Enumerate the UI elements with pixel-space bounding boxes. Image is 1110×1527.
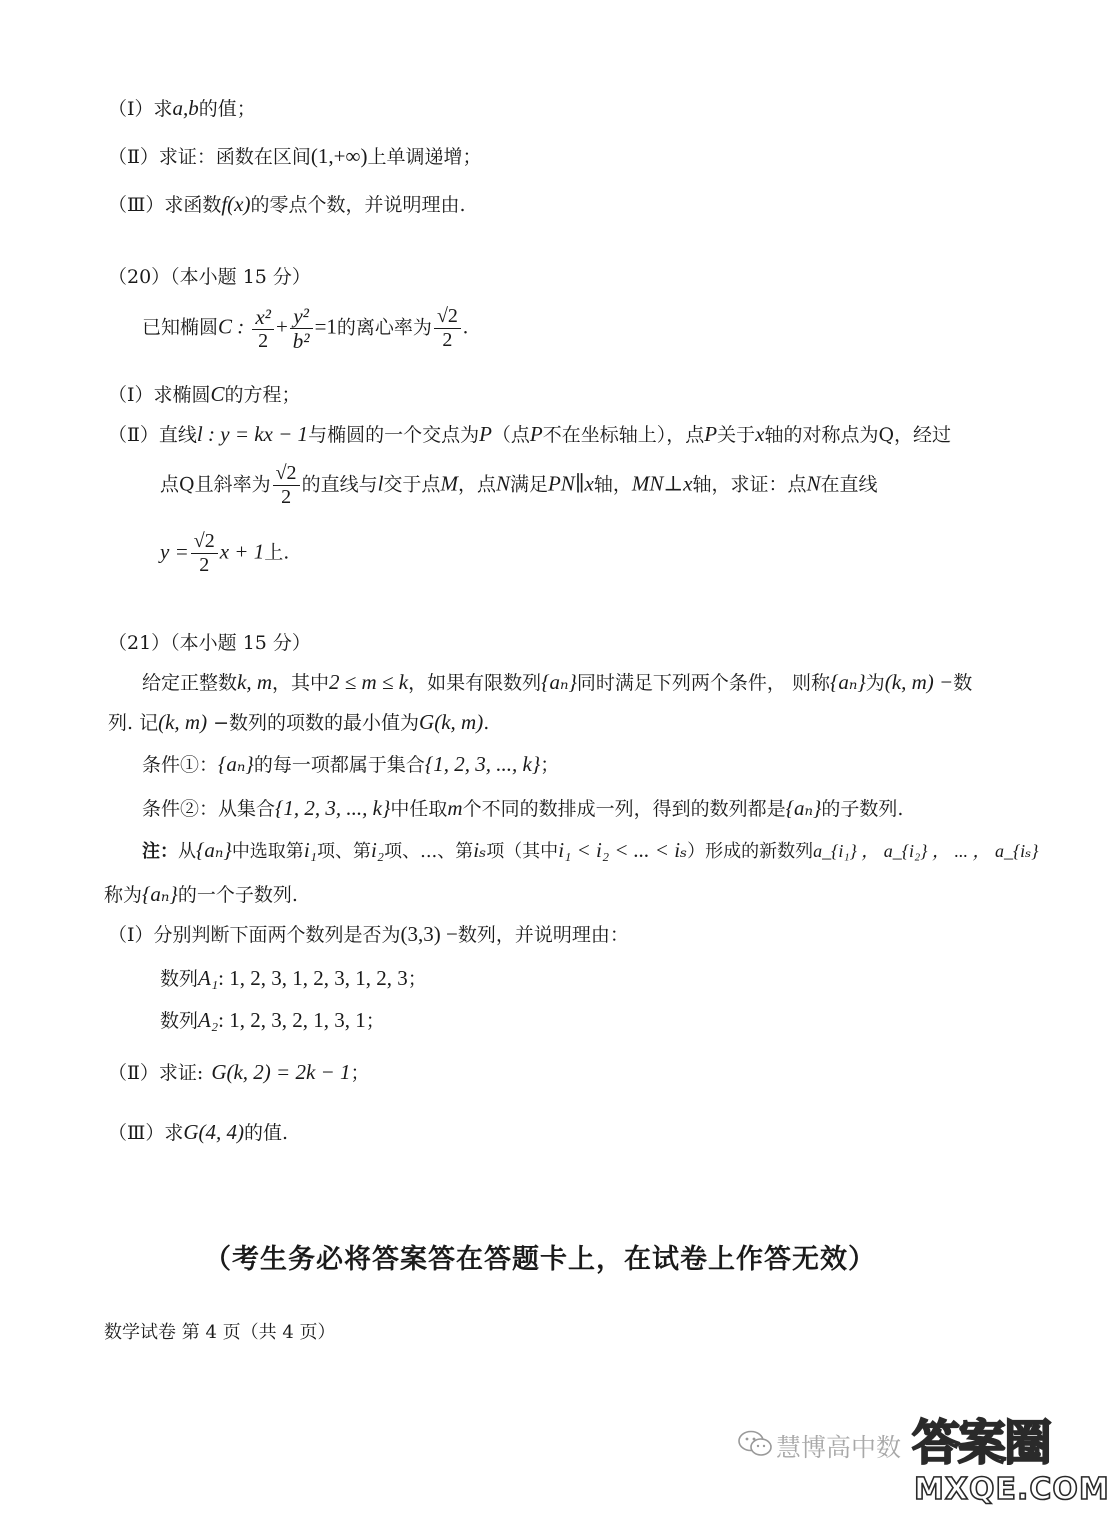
q21-note-b: 中选取第 [231, 841, 304, 862]
q21-a1-end: ； [407, 968, 427, 990]
q21-s1-a: 给定正整数 [142, 672, 238, 694]
q21-sequence-A2 [160, 1008, 385, 1033]
q21-note2-b: 的一个子数列. [177, 884, 298, 906]
q21-c2-set: {1, 2, 3, ..., k} [275, 796, 391, 820]
q20-part1-C: C [210, 382, 225, 406]
q21-part3 [108, 1120, 288, 1145]
q20-p2-g: 点Q且斜率为 [160, 473, 271, 496]
q20-perp: ⊥ [663, 471, 684, 496]
q19-part1 [108, 96, 256, 121]
q21-p3-G: G(4, 4) [183, 1120, 244, 1144]
q21-note-d: 项、...、第 [384, 841, 474, 862]
q20-part1-tail: 的方程； [224, 384, 301, 406]
q20-p2-MN: MN [631, 471, 664, 496]
q20-p2-i: 交于点 [383, 473, 441, 496]
q20-line-l: l : y = kx − 1 [196, 422, 309, 446]
q21-note-a: 从 [178, 841, 196, 862]
q21-s1-an2: {aₙ} [829, 670, 866, 694]
q21-a1-name: A₁ [198, 966, 219, 990]
q20-p2-M: M [440, 471, 458, 496]
q19-part3-head: （Ⅲ）求函数 [108, 194, 222, 216]
q21-note-i1: i₁ [303, 838, 317, 862]
q20-line-num: √2 [191, 530, 218, 554]
q20-p2-P: P [479, 422, 492, 446]
q20-stem-end: . [462, 314, 469, 339]
q19-part1-tail: 的值； [198, 98, 256, 120]
q19-part3-tail: 的零点个数，并说明理由. [250, 194, 466, 216]
q21-note [142, 838, 1038, 863]
q20-p2-x2: x [584, 471, 594, 496]
q20-slope-den: 2 [281, 486, 292, 508]
q20-p2-l: l [377, 471, 384, 496]
q20-slope-num: √2 [273, 462, 300, 486]
q19-part2-tail: 上单调递增； [367, 146, 482, 168]
q20-part2-line3 [160, 530, 289, 577]
answer-logo-url: MXQE.COM [914, 1472, 1110, 1507]
q21-note-label: 注： [142, 841, 178, 862]
q20-ellipse-C: C : [218, 314, 245, 339]
q21-note-ineq: i₁ < i₂ < ... < iₛ [558, 838, 688, 862]
q20-stem [142, 304, 468, 353]
q20-part1 [108, 382, 301, 407]
q21-note-e: 项（其中 [486, 841, 559, 862]
q21-s1-c: ，如果有限数列 [408, 672, 542, 694]
q19-part2 [108, 144, 482, 169]
q20-frac-x2-num: x² [252, 305, 274, 330]
q20-frac-y2-num: y² [290, 304, 313, 329]
q21-s2-a: 列. 记 [108, 712, 159, 734]
q21-stem-line1 [142, 670, 972, 695]
q21-note2-a: 称为 [104, 884, 143, 906]
q20-frac-y2 [290, 304, 313, 353]
q21-note-is: iₛ [473, 838, 487, 862]
q20-stem-head: 已知椭圆 [142, 316, 219, 339]
q21-note-seq: a_{i₁} ， a_{i₂} ， ... ， a_{iₛ} [813, 841, 1039, 861]
q21-a1-vals: : 1, 2, 3, 1, 2, 3, 1, 2, 3 [218, 966, 408, 990]
q19-part1-vars: a,b [172, 96, 199, 120]
q20-header: （20）（本小题 15 分） [108, 266, 311, 288]
q21-p2-a: （Ⅱ）求证: [108, 1062, 204, 1084]
q20-plus: + [275, 314, 288, 339]
q21-s2-km: (k, m) [158, 710, 208, 734]
answer-logo-text: 答案圈 [912, 1415, 1051, 1471]
q20-p2-b: 与椭圆的一个交点为 [308, 424, 480, 446]
page-footer: 数学试卷 第 4 页（共 4 页） [104, 1322, 336, 1343]
q20-p2-N: N [495, 471, 510, 496]
q20-frac-x2 [252, 305, 274, 353]
q21-note-c: 项、第 [316, 841, 371, 862]
q21-c1-b: 的每一项都属于集合 [253, 754, 425, 776]
q21-part2 [108, 1060, 369, 1085]
q21-p2-eq: G(k, 2) = 2k − 1 [211, 1060, 351, 1084]
q21-c1-an: {aₙ} [218, 752, 254, 776]
q21-s1-km2: (k, m) − [884, 670, 954, 694]
q20-line-y: y = [160, 539, 189, 564]
q20-p2-P2: P [529, 422, 543, 446]
q20-p2-o: 在直线 [820, 473, 878, 496]
q21-part1 [108, 922, 629, 947]
q21-c1-c: ； [540, 754, 560, 776]
q21-c2-c: 个不同的数排成一列，得到的数列都是 [462, 798, 786, 820]
q21-c2-m: m [447, 796, 463, 820]
q19-part3-func: f(x) [221, 192, 251, 216]
q21-p3-a: （Ⅲ）求 [108, 1122, 184, 1144]
answer-logo [912, 1400, 1110, 1527]
q19-part1-label: （Ⅰ）求 [108, 98, 173, 120]
q20-p2-j: ，点 [457, 473, 496, 496]
q21-s1-b: ，其中 [272, 672, 330, 694]
q20-slope-frac [273, 462, 300, 509]
q20-p2-m: 轴， [593, 473, 632, 496]
q21-s1-e: 为 [865, 672, 885, 694]
q21-a2-label: 数列 [160, 1010, 199, 1032]
q21-a2-end: ； [365, 1010, 385, 1032]
q21-condition2 [142, 796, 903, 821]
q20-frac-x2-den: 2 [258, 329, 269, 352]
q19-part3 [108, 192, 466, 217]
q21-p1-b: 数列，并说明理由： [457, 924, 629, 946]
q21-note-line2 [104, 882, 298, 907]
q20-p2-P3: P [704, 422, 718, 446]
q20-part2-line1 [108, 422, 951, 447]
q20-p2-a: （Ⅱ）直线 [108, 424, 197, 446]
q21-p3-b: 的值. [243, 1122, 289, 1144]
q21-s1-f: 数 [953, 672, 973, 694]
q20-parallel: ∥ [574, 471, 585, 496]
q21-stem-line2 [108, 710, 489, 735]
q20-p2-x3: x [683, 471, 693, 496]
wechat-account-name: 慧博高中数 [776, 1433, 902, 1462]
q20-p2-e: 关于 [717, 424, 756, 446]
q21-p1-33: (3,3) − [400, 922, 458, 946]
q19-part2-head: （Ⅱ）求证：函数在区间 [108, 146, 311, 168]
q21-s1-d: 同时满足下列两个条件， 则称 [576, 672, 830, 694]
q20-frac-y2-den: b² [292, 329, 310, 354]
q20-p2-c: （点 [491, 424, 530, 446]
q20-p2-k: 满足 [509, 473, 548, 496]
q20-part1-head: （Ⅰ）求椭圆 [108, 384, 211, 406]
q21-sequence-A1 [160, 966, 427, 991]
q20-line-frac [191, 530, 218, 577]
q21-c1-a: 条件①： [142, 754, 219, 776]
q20-part2-line2 [160, 462, 878, 509]
q21-p1-a: （Ⅰ）分别判断下面两个数列是否为 [108, 924, 401, 946]
q21-s2-b: −数列的项数的最小值为 [207, 712, 420, 734]
q20-line-den: 2 [199, 554, 210, 576]
q20-p2-N2: N [806, 471, 821, 496]
q21-p2-b: ； [350, 1062, 370, 1084]
wechat-icon [738, 1430, 772, 1458]
q20-ecc-den: 2 [442, 329, 453, 352]
q21-note-f: ）形成的新数列 [687, 841, 814, 862]
q21-s1-an: {aₙ} [541, 670, 577, 694]
q20-p2-n: 轴，求证：点 [692, 473, 807, 496]
q20-p2-x: x [755, 422, 765, 446]
q21-c2-b: 中任取 [390, 798, 448, 820]
q19-part2-interval: (1,+∞) [310, 144, 368, 168]
q20-p2-f: 轴的对称点为Q，经过 [764, 424, 952, 446]
q21-condition1 [142, 752, 559, 777]
q20-line-tail: x + 1 [219, 539, 265, 564]
q21-c2-an: {aₙ} [785, 796, 822, 820]
q20-ecc-frac [434, 305, 461, 352]
q20-p2-PN: PN [547, 471, 575, 496]
q20-p2-d: 不在坐标轴上），点 [542, 424, 705, 446]
q21-s1-km: k, m [237, 670, 273, 694]
q21-a2-name: A₂ [198, 1008, 219, 1032]
q20-ecc-num: √2 [434, 305, 461, 329]
q20-eq-one: =1 [314, 314, 337, 339]
q20-p2-h: 的直线与 [301, 473, 378, 496]
q21-s1-cond: 2 ≤ m ≤ k [329, 670, 409, 694]
q21-c2-d: 的子数列. [821, 798, 904, 820]
q21-note2-an: {aₙ} [142, 882, 178, 906]
q21-note-i2: i₂ [370, 838, 385, 862]
q21-a1-label: 数列 [160, 968, 199, 990]
q21-header: （21）（本小题 15 分） [108, 632, 311, 654]
exam-notice: （考生务必将答案答在答题卡上，在试卷上作答无效） [204, 1244, 876, 1275]
watermark [730, 1392, 1110, 1527]
q21-c2-a: 条件②：从集合 [142, 798, 276, 820]
q21-note-an: {aₙ} [196, 838, 232, 862]
q21-s2-c: . [483, 712, 490, 734]
q20-line-end: 上. [264, 541, 290, 564]
q21-s2-G: G(k, m) [419, 710, 484, 734]
q21-a2-vals: : 1, 2, 3, 2, 1, 3, 1 [218, 1008, 366, 1032]
q20-stem-mid: 的离心率为 [336, 316, 432, 339]
q21-c1-set: {1, 2, 3, ..., k} [424, 752, 541, 776]
